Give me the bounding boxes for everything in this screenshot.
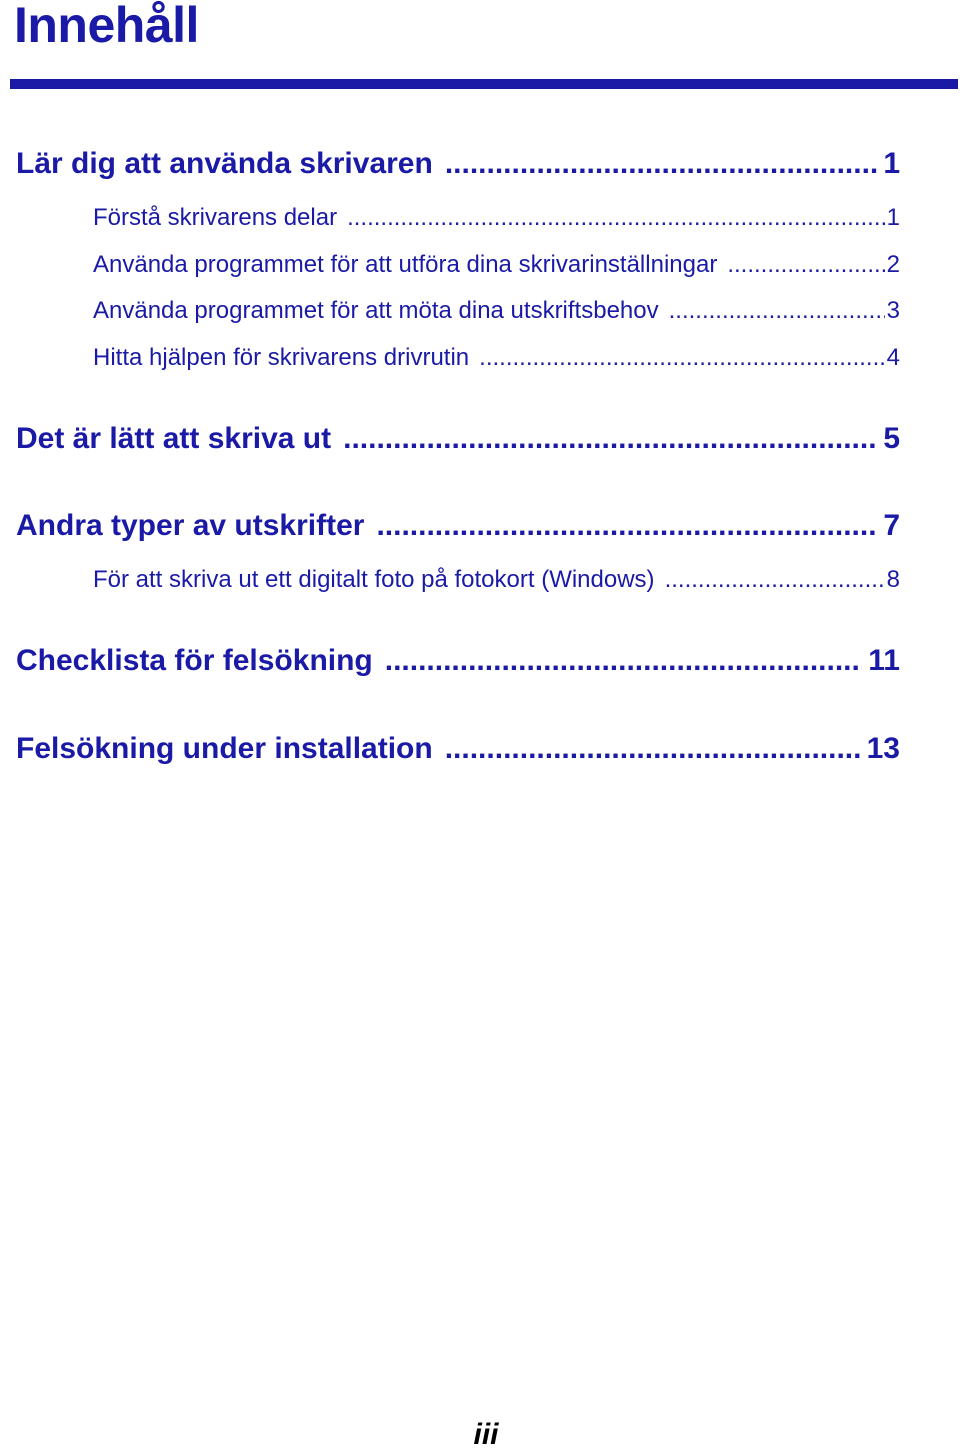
toc-entry-page: 7 — [883, 509, 900, 542]
dot-leader — [669, 296, 885, 326]
toc-entry-label: Checklista för felsökning — [16, 644, 373, 677]
toc-entry-page: 1 — [883, 147, 900, 180]
dot-leader — [727, 250, 884, 280]
toc-entry-page: 5 — [883, 422, 900, 455]
dot-leader — [479, 343, 884, 373]
toc-entry-page: 2 — [886, 251, 900, 278]
dot-leader — [343, 421, 877, 457]
toc-entry-label: Felsökning under installation — [16, 732, 433, 765]
toc-entry-page: 11 — [868, 644, 900, 677]
toc-entry-label: Förstå skrivarens delar — [93, 204, 338, 231]
title-rule — [10, 79, 958, 89]
toc-entry-page: 8 — [886, 566, 900, 593]
toc-section-entry[interactable] — [93, 343, 900, 373]
dot-leader — [385, 643, 863, 679]
toc-chapter-entry[interactable] — [16, 508, 900, 544]
dot-leader — [665, 565, 885, 595]
dot-leader — [445, 146, 877, 182]
dot-leader — [376, 508, 877, 544]
toc-entry-label: Använda programmet för att utföra dina skrivarinställningar — [93, 251, 718, 278]
toc-entry-label: För att skriva ut ett digitalt foto på fotokort (Windows) — [93, 566, 655, 593]
toc-chapter-entry[interactable] — [16, 146, 900, 182]
toc-entry-page: 4 — [886, 344, 900, 371]
toc-section-entry[interactable] — [93, 565, 900, 595]
toc-chapter-entry[interactable] — [16, 731, 900, 767]
toc-entry-label: Hitta hjälpen för skrivarens drivrutin — [93, 344, 470, 371]
toc-section-entry[interactable] — [93, 203, 900, 233]
toc-entry-page: 13 — [866, 732, 900, 765]
toc-entry-page: 1 — [886, 204, 900, 231]
toc-section-entry[interactable] — [93, 250, 900, 280]
dot-leader — [347, 203, 885, 233]
toc-entry-page: 3 — [886, 297, 900, 324]
toc-section-entry[interactable] — [93, 296, 900, 326]
toc-entry-label: Använda programmet för att möta dina utskriftsbehov — [93, 297, 659, 324]
toc-entry-label: Det är lätt att skriva ut — [16, 422, 332, 455]
toc-chapter-entry[interactable] — [16, 421, 900, 457]
page-number: iii — [473, 1418, 499, 1451]
page-title: Innehåll — [14, 0, 199, 53]
toc-chapter-entry[interactable] — [16, 643, 900, 679]
toc-entry-label: Andra typer av utskrifter — [16, 509, 365, 542]
toc-entry-label: Lär dig att använda skrivaren — [16, 147, 433, 180]
dot-leader — [445, 731, 861, 767]
